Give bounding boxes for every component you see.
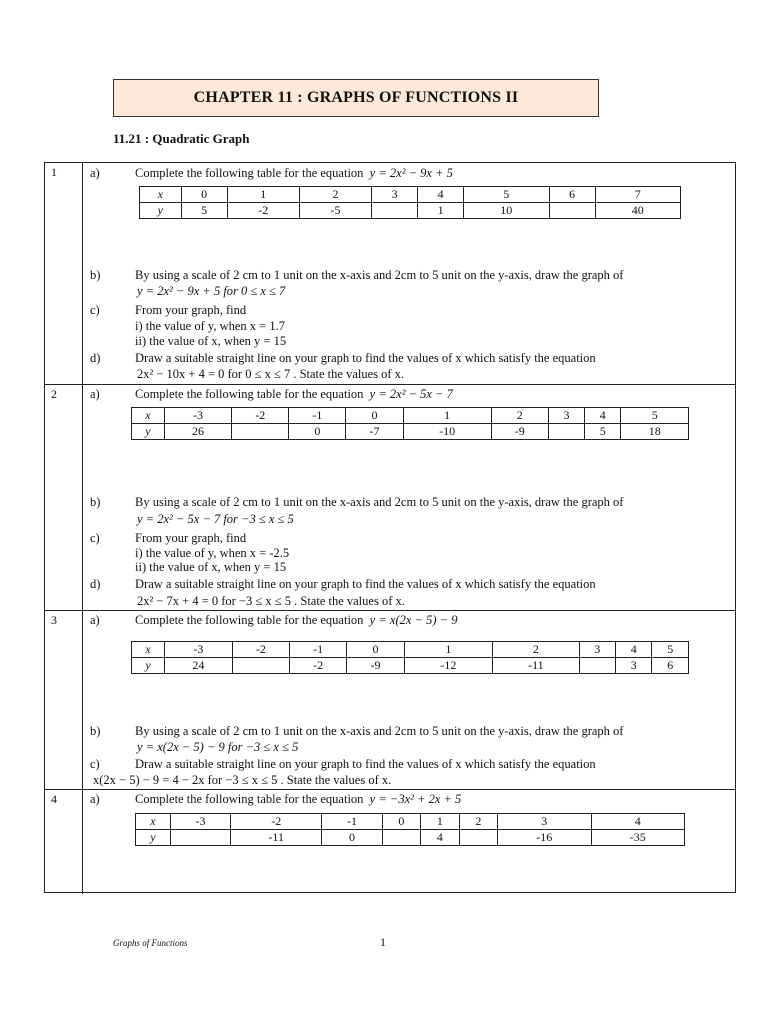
x-cell: 1: [421, 814, 459, 830]
y-cell: 1: [418, 203, 464, 219]
part-c-i: i) the value of y, when x = 1.7: [135, 319, 285, 333]
values-table: [131, 407, 689, 440]
x-row: [136, 814, 685, 830]
x-row: [140, 187, 681, 203]
part-c-i: i) the value of y, when x = -2.5: [135, 546, 290, 560]
footer-title: Graphs of Functions: [113, 938, 188, 948]
y-cell: [579, 658, 615, 674]
x-cell: 1: [403, 408, 491, 424]
part-d-equation: 2x² − 10x + 4 = 0 for 0 ≤ x ≤ 7 . State the values of x.: [137, 367, 405, 381]
y-cell: -9: [347, 658, 404, 674]
page-number: 1: [380, 935, 386, 949]
x-cell: 5: [652, 642, 689, 658]
y-header: y: [136, 830, 171, 846]
y-cell: -10: [403, 424, 491, 440]
x-cell: 2: [493, 642, 579, 658]
part-a-label: a): [90, 613, 100, 627]
y-cell: [548, 424, 584, 440]
x-cell: 4: [585, 408, 621, 424]
x-cell: -1: [289, 408, 346, 424]
x-header: x: [140, 187, 182, 203]
y-header: y: [132, 424, 165, 440]
part-a-label: a): [90, 387, 100, 401]
part-b-label: b): [90, 724, 101, 738]
part-a-text: Complete the following table for the equation y = x(2x − 5) − 9: [135, 613, 458, 627]
x-cell: 3: [498, 814, 591, 830]
y-cell: [232, 424, 289, 440]
question-number: 4: [45, 790, 83, 894]
x-cell: 4: [615, 642, 651, 658]
part-c-text: Draw a suitable straight line on your graph to find the values of x which satisfy the equation: [135, 757, 596, 771]
part-b-label: b): [90, 268, 101, 282]
x-cell: -2: [232, 642, 289, 658]
equation: y = −3x² + 2x + 5: [369, 792, 462, 806]
y-cell: -5: [299, 203, 371, 219]
y-cell: 0: [289, 424, 346, 440]
x-cell: 0: [181, 187, 227, 203]
y-row: [136, 830, 685, 846]
x-cell: -2: [231, 814, 322, 830]
y-cell: 5: [181, 203, 227, 219]
x-cell: -1: [322, 814, 382, 830]
chapter-title: CHAPTER 11 : GRAPHS OF FUNCTIONS II: [113, 79, 599, 117]
y-cell: [372, 203, 418, 219]
y-cell: -11: [493, 658, 579, 674]
y-cell: 3: [615, 658, 651, 674]
x-cell: 5: [621, 408, 689, 424]
x-cell: 1: [227, 187, 299, 203]
x-header: x: [132, 642, 165, 658]
y-cell: [459, 830, 497, 846]
y-cell: 24: [164, 658, 232, 674]
x-cell: 0: [347, 642, 404, 658]
y-cell: -2: [290, 658, 347, 674]
x-cell: -3: [164, 642, 232, 658]
section-heading: 11.21 : Quadratic Graph: [113, 131, 250, 146]
part-c-label: c): [90, 757, 100, 771]
x-cell: 6: [549, 187, 595, 203]
part-c-text: From your graph, find: [135, 531, 247, 545]
part-a-label: a): [90, 792, 100, 806]
x-cell: 3: [372, 187, 418, 203]
question-number: 3: [45, 611, 83, 789]
part-b-label: b): [90, 495, 101, 509]
y-cell: 40: [595, 203, 681, 219]
question-1: [45, 163, 735, 385]
part-a-label: a): [90, 166, 100, 180]
question-3: [45, 611, 735, 790]
y-cell: -7: [346, 424, 403, 440]
equation: y = x(2x − 5) − 9: [369, 613, 458, 627]
question-number: 1: [45, 163, 83, 384]
part-d-equation: 2x² − 7x + 4 = 0 for −3 ≤ x ≤ 5 . State the values of x.: [137, 594, 405, 608]
y-cell: [170, 830, 230, 846]
part-a-text: Complete the following table for the equation y = 2x² − 5x − 7: [135, 387, 453, 401]
part-d-label: d): [90, 577, 101, 591]
y-cell: [382, 830, 420, 846]
part-d-label: d): [90, 351, 101, 365]
part-b-text: By using a scale of 2 cm to 1 unit on the x-axis and 2cm to 5 unit on the y-axis, draw the graph of: [135, 724, 624, 738]
values-table: [135, 813, 685, 846]
y-cell: -11: [231, 830, 322, 846]
x-cell: 4: [591, 814, 684, 830]
part-a-text: Complete the following table for the equation y = 2x² − 9x + 5: [135, 166, 453, 180]
y-cell: 5: [585, 424, 621, 440]
x-cell: -3: [164, 408, 231, 424]
y-header: y: [140, 203, 182, 219]
equation: y = 2x² − 5x − 7: [369, 387, 453, 401]
y-cell: -16: [498, 830, 591, 846]
y-cell: [549, 203, 595, 219]
question-4: [45, 790, 735, 894]
question-number: 2: [45, 385, 83, 610]
x-cell: 0: [346, 408, 403, 424]
part-c-label: c): [90, 303, 100, 317]
x-cell: 0: [382, 814, 420, 830]
question-2: [45, 385, 735, 611]
part-b-equation: y = 2x² − 5x − 7 for −3 ≤ x ≤ 5: [137, 512, 294, 526]
x-cell: 3: [548, 408, 584, 424]
part-c-text: From your graph, find: [135, 303, 247, 317]
y-header: y: [132, 658, 165, 674]
part-a-text: Complete the following table for the equation y = −3x² + 2x + 5: [135, 792, 462, 806]
x-cell: 5: [464, 187, 549, 203]
part-c-ii: ii) the value of x, when y = 15: [135, 334, 287, 348]
x-row: [132, 642, 689, 658]
part-d-text: Draw a suitable straight line on your graph to find the values of x which satisfy the equation: [135, 351, 596, 365]
questions-table: [44, 162, 736, 893]
y-cell: 10: [464, 203, 549, 219]
y-cell: -12: [404, 658, 493, 674]
y-cell: 6: [652, 658, 689, 674]
part-b-text: By using a scale of 2 cm to 1 unit on the x-axis and 2cm to 5 unit on the y-axis, draw the graph of: [135, 495, 624, 509]
x-row: [132, 408, 689, 424]
part-b-equation: y = 2x² − 9x + 5 for 0 ≤ x ≤ 7: [137, 284, 286, 298]
y-cell: -35: [591, 830, 684, 846]
x-cell: 2: [459, 814, 497, 830]
y-cell: 0: [322, 830, 382, 846]
y-cell: 26: [164, 424, 231, 440]
y-row: [140, 203, 681, 219]
part-c-ii: ii) the value of x, when y = 15: [135, 560, 287, 574]
x-header: x: [136, 814, 171, 830]
x-cell: -2: [232, 408, 289, 424]
part-b-text: By using a scale of 2 cm to 1 unit on the x-axis and 2cm to 5 unit on the y-axis, draw the graph of: [135, 268, 624, 282]
part-c-equation: x(2x − 5) − 9 = 4 − 2x for −3 ≤ x ≤ 5 . State the values of x.: [93, 773, 392, 787]
part-b-equation: y = x(2x − 5) − 9 for −3 ≤ x ≤ 5: [137, 740, 299, 754]
x-cell: 2: [299, 187, 371, 203]
y-cell: 4: [421, 830, 459, 846]
y-row: [132, 424, 689, 440]
y-cell: -2: [227, 203, 299, 219]
x-cell: 1: [404, 642, 493, 658]
x-cell: 7: [595, 187, 681, 203]
y-cell: -9: [491, 424, 548, 440]
part-d-text: Draw a suitable straight line on your graph to find the values of x which satisfy the equation: [135, 577, 596, 591]
x-cell: 3: [579, 642, 615, 658]
y-cell: 18: [621, 424, 689, 440]
y-row: [132, 658, 689, 674]
x-cell: 4: [418, 187, 464, 203]
values-table: [139, 186, 681, 219]
x-header: x: [132, 408, 165, 424]
x-cell: 2: [491, 408, 548, 424]
x-cell: -3: [170, 814, 230, 830]
part-c-label: c): [90, 531, 100, 545]
y-cell: [232, 658, 289, 674]
x-cell: -1: [290, 642, 347, 658]
values-table: [131, 641, 689, 674]
equation: y = 2x² − 9x + 5: [369, 166, 453, 180]
